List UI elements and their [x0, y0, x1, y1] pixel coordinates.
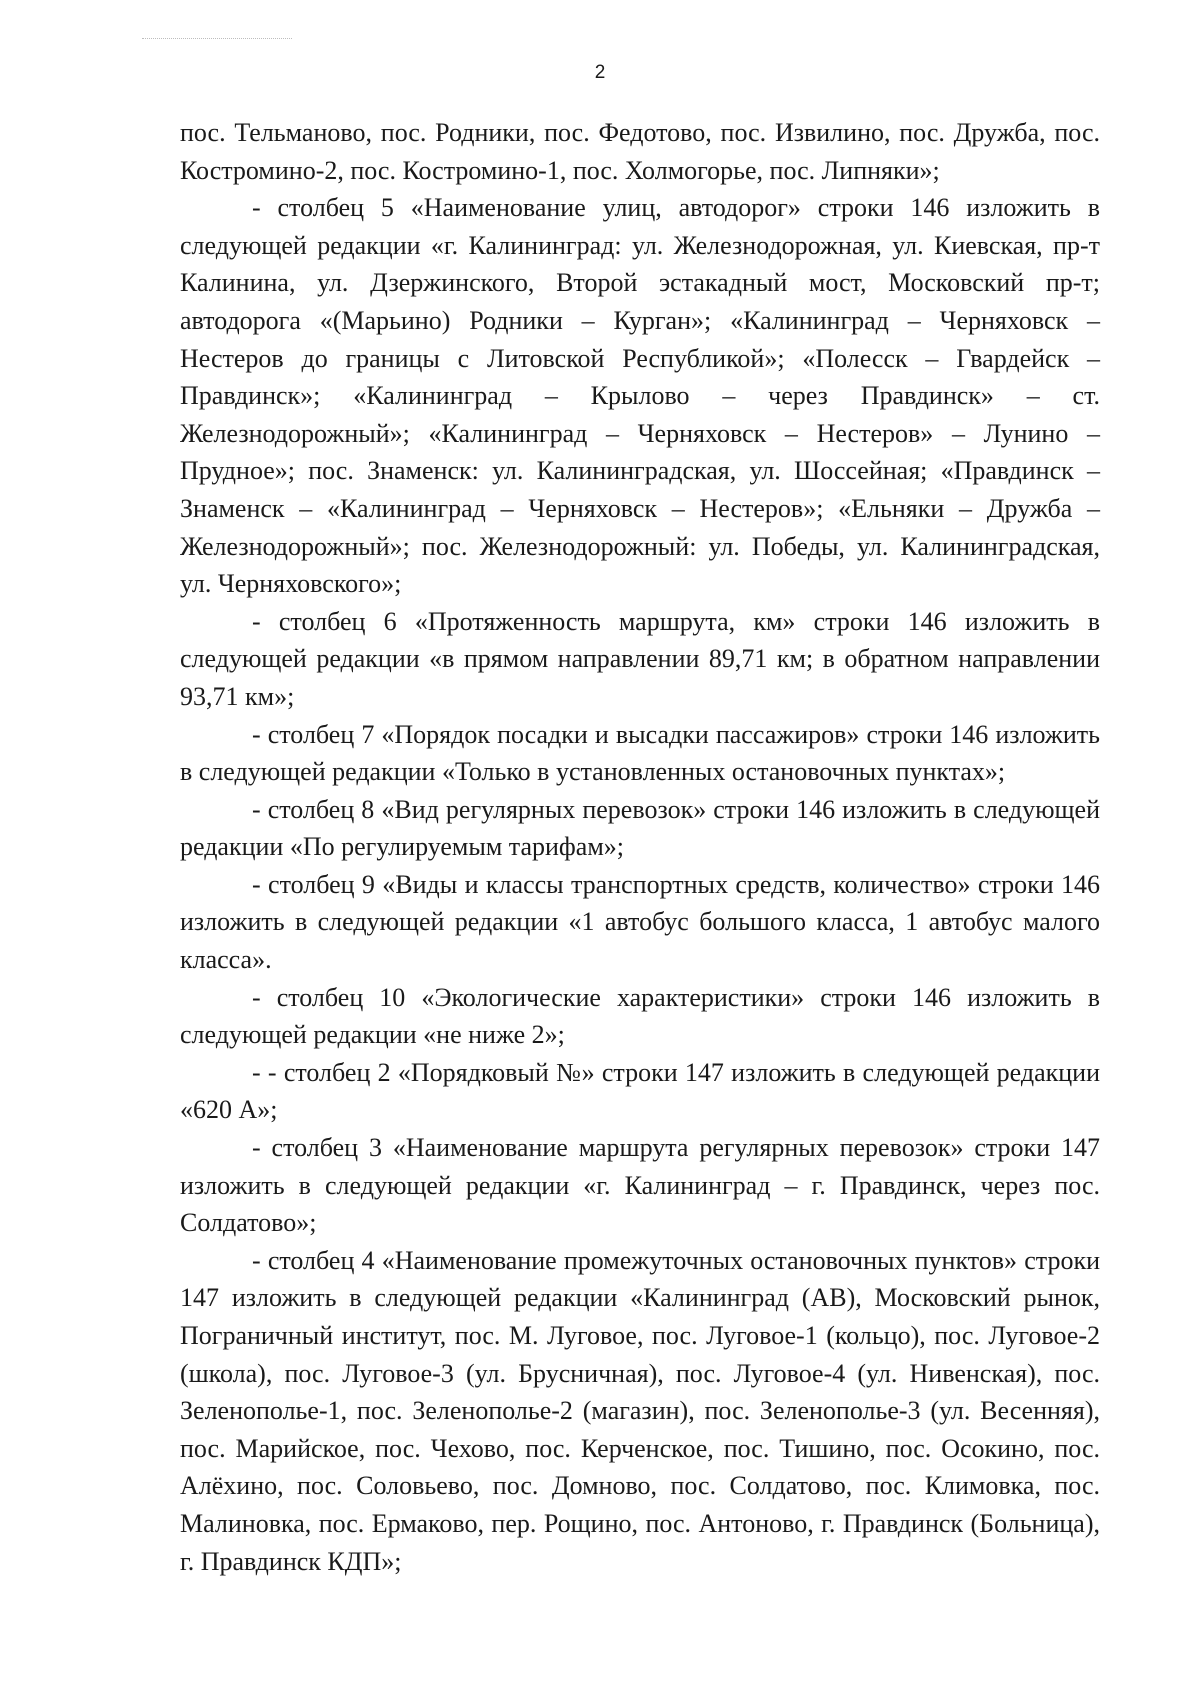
page-number: 2	[594, 62, 606, 83]
paragraph-column-2-row-147: - - столбец 2 «Порядковый №» строки 147 изложить в следующей редакции «620 А»;	[180, 1057, 1100, 1125]
paragraph-column-8-row-146: - столбец 8 «Вид регулярных перевозок» строки 146 изложить в следующей редакции «По регулируемым тарифам»;	[180, 794, 1100, 862]
paragraph-column-4-row-147: - столбец 4 «Наименование промежуточных остановочных пунктов» строки 147 изложить в следующей редакции «Калининград (АВ), Московский рынок, Пограничный институт, пос. М. Луговое, пос. Луговое-1 (кольцо), пос. Луговое-2 (школа), пос. Луговое-3 (ул. Брусничная), пос. Луговое-4 (ул. Нивенская), пос. Зеленополье-1, пос. Зеленополье-2 (магазин), пос. Зеленополье-3 (ул. Весенняя), пос. Марийское, пос. Чехово, пос. Керченское, пос. Тишино, пос. Осокино, пос. Алёхино, пос. Соловьево, пос. Домново, пос. Солдатово, пос. Климовка, пос. Малиновка, пос. Ермаково, пер. Рощино, пос. Антоново, г. Правдинск (Больница), г. Правдинск КДП»;	[180, 1245, 1100, 1576]
paragraph-column-5-row-146: - столбец 5 «Наименование улиц, автодорог» строки 146 изложить в следующей редакции «г. Калининград: ул. Железнодорожная, ул. Киевская, пр-т Калинина, ул. Дзержинского, Второй эстакадный мост, Московский пр-т; автодорога «(Марьино) Родники – Курган»; «Калининград – Черняховск – Нестеров до границы с Литовской Республикой»; «Полесск – Гвардейск – Правдинск»; «Калининград – Крылово – через Правдинск» – ст. Железнодорожный»; «Калининград – Черняховск – Нестеров» – Лунино – Прудное»; пос. Знаменск: ул. Калининградская, ул. Шоссейная; «Правдинск – Знаменск – «Калининград – Черняховск – Нестеров»; «Ельняки – Дружба – Железнодорожный»; пос. Железнодорожный: ул. Победы, ул. Калининградская, ул. Черняховского»;	[180, 193, 1100, 599]
paragraph-column-3-row-147: - столбец 3 «Наименование маршрута регулярных перевозок» строки 147 изложить в следующей редакции «г. Калининград – г. Правдинск, через пос. Солдатово»;	[180, 1133, 1100, 1238]
paragraph-column-9-row-146: - столбец 9 «Виды и классы транспортных средств, количество» строки 146 изложить в следующей редакции «1 автобус большого класса, 1 автобус малого класса».	[180, 869, 1100, 975]
paragraph-column-10-row-146: - столбец 10 «Экологические характеристики» строки 146 изложить в следующей редакции «не ниже 2»;	[180, 982, 1100, 1050]
document-body	[180, 114, 1100, 1580]
paragraph-column-7-row-146: - столбец 7 «Порядок посадки и высадки пассажиров» строки 146 изложить в следующей редакции «Только в установленных остановочных пунктах»;	[180, 719, 1100, 787]
paragraph-continuation: пос. Тельманово, пос. Родники, пос. Федотово, пос. Извилино, пос. Дружба, пос. Костромино-2, пос. Костромино-1, пос. Холмогорье, пос. Липняки»;	[180, 118, 1100, 185]
scan-artifact	[142, 38, 292, 41]
paragraph-column-6-row-146: - столбец 6 «Протяженность маршрута, км» строки 146 изложить в следующей редакции «в прямом направлении 89,71 км; в обратном направлении 93,71 км»;	[180, 606, 1100, 711]
